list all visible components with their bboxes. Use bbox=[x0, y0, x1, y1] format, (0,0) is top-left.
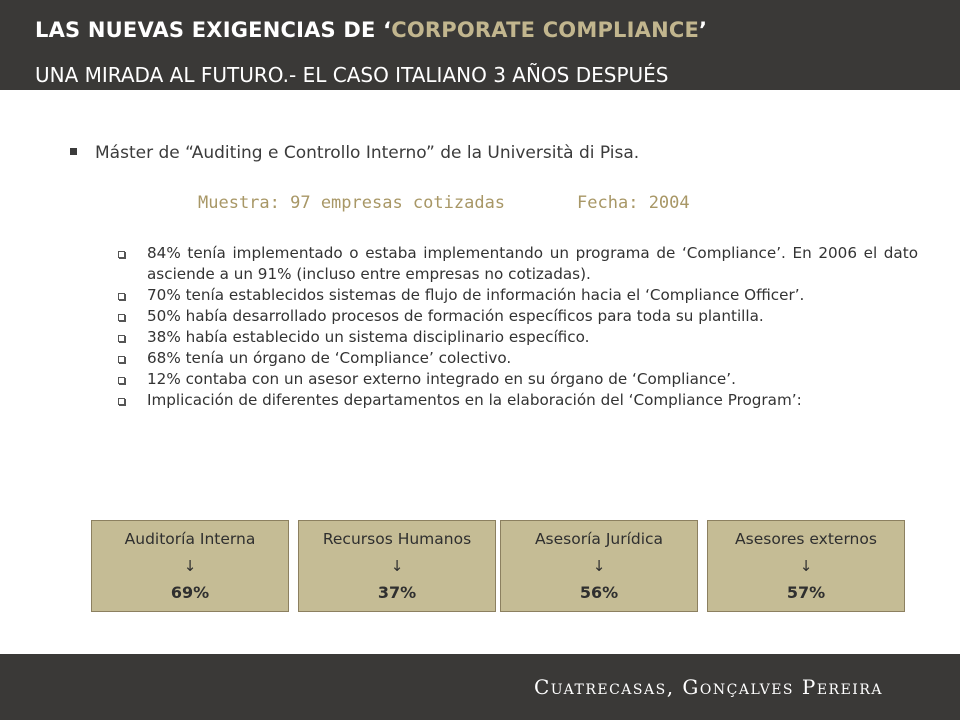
dept-percentage: 57% bbox=[786, 583, 826, 602]
dept-box-auditoria bbox=[91, 520, 289, 612]
finding-item: Implicación de diferentes departamentos en la elaboración del ‘Compliance Program’: bbox=[118, 390, 918, 411]
intro-text: Máster de “Auditing e Controllo Interno” de la Università di Pisa. bbox=[95, 143, 640, 163]
down-arrow-icon: ↓ bbox=[592, 557, 606, 575]
finding-item: 50% había desarrollado procesos de formación específicos para toda su plantilla. bbox=[118, 306, 918, 327]
checkbox-bullet-icon bbox=[118, 314, 125, 321]
dept-box-juridica bbox=[500, 520, 698, 612]
finding-item: 38% había establecido un sistema disciplinario específico. bbox=[118, 327, 918, 348]
footer-bar bbox=[0, 654, 960, 720]
sample-info bbox=[198, 193, 690, 213]
finding-item: 70% tenía establecidos sistemas de flujo de información hacia el ‘Compliance Officer’. bbox=[118, 285, 918, 306]
dept-percentage: 69% bbox=[170, 583, 210, 602]
dept-box-externos bbox=[707, 520, 905, 612]
checkbox-bullet-icon bbox=[118, 377, 125, 384]
down-arrow-icon: ↓ bbox=[390, 557, 404, 575]
checkbox-bullet-icon bbox=[118, 293, 125, 300]
dept-name: Recursos Humanos bbox=[322, 530, 472, 548]
dept-name: Asesoría Jurídica bbox=[534, 530, 664, 548]
sample-size: Muestra: 97 empresas cotizadas bbox=[198, 193, 506, 213]
checkbox-bullet-icon bbox=[118, 356, 125, 363]
dept-percentage: 56% bbox=[579, 583, 619, 602]
slide-title bbox=[35, 18, 707, 42]
finding-item: 68% tenía un órgano de ‘Compliance’ colectivo. bbox=[118, 348, 918, 369]
title-suffix: ’ bbox=[699, 18, 708, 42]
title-accent: CORPORATE COMPLIANCE bbox=[391, 18, 700, 42]
intro-line bbox=[70, 143, 639, 163]
checkbox-bullet-icon bbox=[118, 335, 125, 342]
down-arrow-icon: ↓ bbox=[799, 557, 813, 575]
dept-name: Auditoría Interna bbox=[124, 530, 256, 548]
finding-item: 12% contaba con un asesor externo integrado en su órgano de ‘Compliance’. bbox=[118, 369, 918, 390]
finding-item: 84% tenía implementado o estaba implementando un programa de ‘Compliance’. En 2006 el dato asciende a un 91% (incluso entre empresas no cotizadas). bbox=[118, 243, 918, 285]
brand-logo-text: Cuatrecasas, Gonçalves Pereira bbox=[533, 675, 883, 699]
square-bullet-icon bbox=[70, 148, 77, 155]
down-arrow-icon: ↓ bbox=[183, 557, 197, 575]
header-bar bbox=[0, 0, 960, 90]
dept-percentage: 37% bbox=[377, 583, 417, 602]
title-prefix: LAS NUEVAS EXIGENCIAS DE ‘ bbox=[35, 18, 392, 42]
checkbox-bullet-icon bbox=[118, 398, 125, 405]
dept-box-rrhh bbox=[298, 520, 496, 612]
checkbox-bullet-icon bbox=[118, 251, 125, 258]
findings-list bbox=[118, 243, 918, 411]
slide-subtitle: UNA MIRADA AL FUTURO.- EL CASO ITALIANO 3 AÑOS DESPUÉS bbox=[35, 63, 669, 87]
dept-name: Asesores externos bbox=[735, 530, 877, 548]
sample-date: Fecha: 2004 bbox=[577, 193, 690, 213]
